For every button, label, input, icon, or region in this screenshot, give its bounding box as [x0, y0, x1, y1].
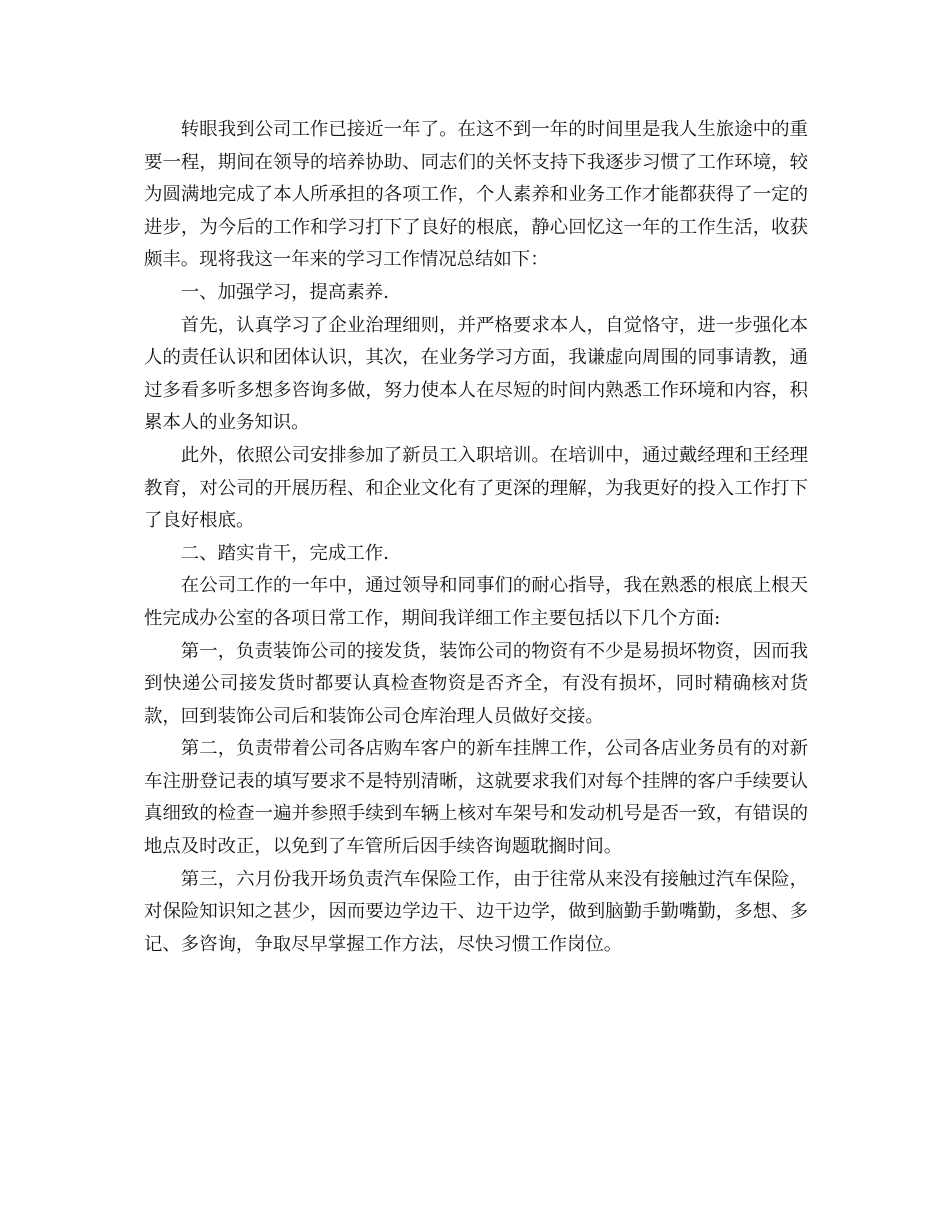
paragraph-item-1: 第一，负责装饰公司的接发货，装饰公司的物资有不少是易损坏物资，因而我到快递公司接发货时都要认真检查物资是否齐全，有没有损坏，同时精确核对货款，回到装饰公司后和装饰公司仓库治理人员做好交接。 [144, 640, 808, 727]
paragraph-training: 此外，依照公司安排参加了新员工入职培训。在培训中，通过戴经理和王经理教育，对公司的开展历程、和企业文化有了更深的理解，为我更好的投入工作打下了良好根底。 [144, 444, 808, 532]
paragraph-item-3: 第三，六月份我开场负责汽车保险工作，由于往常从来没有接触过汽车保险，对保险知识知之甚少，因而要边学边干、边干边学，做到脑勤手勤嘴勤，多想、多记、多咨询，争取尽早掌握工作方法，尽快习惯工作岗位。 [144, 868, 808, 955]
document-body [144, 114, 808, 961]
section-heading-1: 一、加强学习，提高素养. [180, 281, 389, 303]
paragraph-work-overview: 在公司工作的一年中，通过领导和同事们的耐心指导，我在熟悉的根底上根天性完成办公室的各项日常工作，期间我详细工作主要包括以下几个方面: [144, 575, 808, 629]
paragraph-first: 首先，认真学习了企业治理细则，并严格要求本人，自觉恪守，进一步强化本人的责任认识和团体认识，其次，在业务学习方面，我谦虚向周围的同事请教，通过多看多听多想多咨询多做，努力使本人在尽短的时间内熟悉工作环境和内容，积累本人的业务知识。 [144, 314, 808, 434]
paragraph-item-2: 第二，负责带着公司各店购车客户的新车挂牌工作，公司各店业务员有的对新车注册登记表的填写要求不是特别清晰，这就要求我们对每个挂牌的客户手续要认真细致的检查一遍并参照手续到车辆上核对车架号和发动机号是否一致，有错误的地点及时改正，以免到了车管所后因手续咨询题耽搁时间。 [144, 738, 808, 858]
section-heading-2: 二、踏实肯干，完成工作. [180, 542, 389, 564]
paragraph-intro: 转眼我到公司工作已接近一年了。在这不到一年的时间里是我人生旅途中的重要一程，期间在领导的培养协助、同志们的关怀支持下我逐步习惯了工作环境，较为圆满地完成了本人所承担的各项工作，个人素养和业务工作才能都获得了一定的进步，为今后的工作和学习打下了良好的根底，静心回忆这一年的工作生活，收获颇丰。现将我这一年来的学习工作情况总结如下： [144, 119, 808, 271]
